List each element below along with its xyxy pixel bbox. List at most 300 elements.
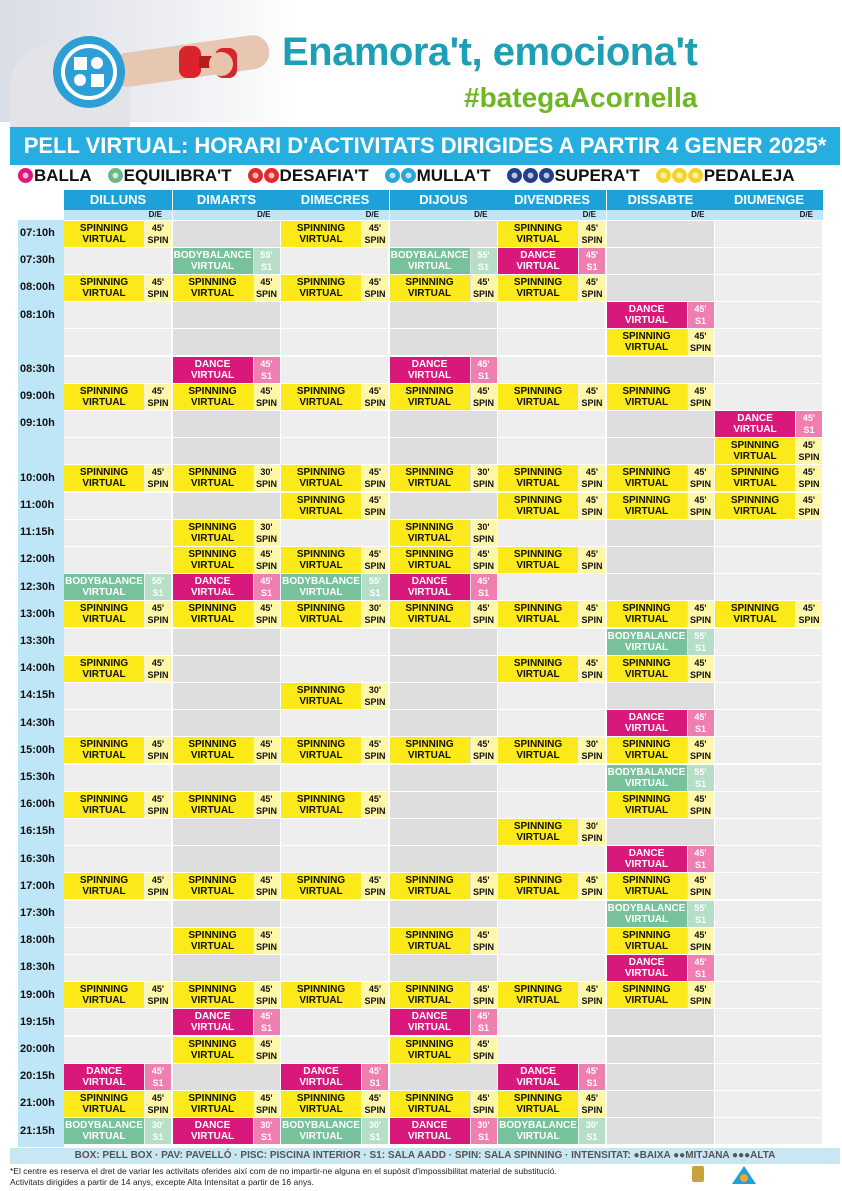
activity-room: SPIN (581, 751, 603, 762)
activity-name (390, 1037, 470, 1063)
schedule-cell (715, 248, 822, 274)
schedule-cell (607, 275, 714, 301)
activity-subtitle: VIRTUAL (299, 1104, 343, 1115)
activity-name (498, 493, 578, 519)
activity-title: SPINNING (296, 793, 346, 805)
activity-block (64, 221, 171, 247)
activity-subtitle: VIRTUAL (299, 587, 343, 599)
activity-meta (145, 1091, 171, 1117)
activity-subtitle: VIRTUAL (82, 587, 126, 599)
activity-room: SPIN (255, 615, 277, 626)
activity-block (173, 737, 280, 763)
activity-meta (254, 574, 280, 600)
activity-subtitle: VIRTUAL (516, 832, 560, 843)
footer-note-ages: Activitats dirigides a partir de 14 anys, excepte Alta Intensitat a partir de 16 anys. (10, 1177, 314, 1187)
activity-meta (688, 329, 714, 355)
schedule-cell (498, 357, 605, 383)
activity-meta (254, 1037, 280, 1063)
activity-title: DANCE (411, 576, 448, 588)
activity-name (390, 384, 470, 410)
activity-meta (471, 1118, 497, 1144)
activity-block (390, 601, 497, 627)
activity-title: DANCE (411, 1120, 448, 1132)
activity-block (173, 465, 280, 491)
activity-meta (145, 601, 171, 627)
activity-duration: 55' (694, 902, 707, 913)
schedule-cell (281, 629, 388, 655)
activity-name (498, 221, 578, 247)
activity-meta (688, 873, 714, 899)
schedule-table (18, 190, 824, 1147)
activity-duration: 55' (694, 766, 707, 777)
schedule-cell (715, 792, 822, 818)
time-label: 16:15h (20, 825, 55, 838)
activity-meta (688, 384, 714, 410)
activity-name (281, 493, 361, 519)
activity-title: BODYBALANCE (65, 1120, 143, 1132)
activity-title: SPINNING (296, 1093, 346, 1104)
activity-subtitle: VIRTUAL (624, 886, 669, 898)
activity-title: SPINNING (730, 494, 780, 506)
activity-duration: 45' (151, 603, 165, 614)
activity-room: SPIN (581, 615, 603, 626)
activity-name (64, 737, 144, 763)
activity-subtitle: VIRTUAL (516, 233, 560, 245)
activity-meta (362, 384, 388, 410)
activity-title: SPINNING (513, 467, 563, 479)
schedule-cell (390, 493, 497, 519)
activity-name (173, 1009, 253, 1035)
activity-meta (362, 982, 388, 1008)
activity-meta (471, 1091, 497, 1117)
activity-meta (688, 765, 714, 791)
activity-duration: 45' (585, 603, 599, 614)
activity-title: SPINNING (188, 385, 237, 397)
schedule-cell (715, 384, 822, 410)
activity-subtitle: VIRTUAL (516, 478, 560, 490)
schedule-cell (715, 710, 822, 736)
activity-block (64, 1091, 171, 1117)
activity-duration: 45' (260, 739, 273, 750)
time-label: 16:30h (20, 852, 55, 865)
activity-duration: 45' (477, 1038, 490, 1049)
activity-block (498, 275, 605, 301)
legend-label: PEDALEJA (703, 166, 795, 185)
activity-meta (579, 1091, 605, 1117)
activity-title: DANCE (194, 358, 231, 370)
activity-block (390, 1091, 497, 1117)
activity-title: SPINNING (79, 385, 129, 397)
activity-subtitle: VIRTUAL (190, 750, 235, 762)
de-subheader: D/E (607, 210, 715, 220)
activity-duration: 30' (585, 739, 599, 750)
activity-name (390, 574, 470, 600)
activity-meta (145, 737, 171, 763)
activity-title: DANCE (737, 413, 773, 424)
activity-block (390, 248, 497, 274)
activity-block (607, 928, 714, 954)
activity-duration: 45' (151, 875, 165, 886)
activity-block (64, 656, 171, 682)
activity-name (173, 982, 253, 1008)
activity-name (281, 982, 361, 1008)
activity-block (281, 493, 388, 519)
activity-meta (471, 547, 497, 573)
activity-room: S1 (586, 1132, 598, 1143)
activity-room: SPIN (689, 506, 711, 517)
activity-meta (362, 465, 388, 491)
schedule-cell (281, 765, 388, 791)
schedule-cell (281, 1009, 388, 1035)
activity-subtitle: VIRTUAL (407, 532, 452, 544)
activity-title: SPINNING (405, 521, 454, 533)
activity-meta (688, 302, 714, 328)
activity-room: S1 (803, 425, 815, 435)
schedule-cell (64, 901, 171, 927)
footer-note-conditions: *El centre es reserva el dret de variar les activitats oferides així com de no impartir-ne alguna en el supòsit d'impossibilitat material de substitució. (10, 1166, 557, 1176)
activity-room: S1 (694, 860, 706, 871)
activity-meta (688, 737, 714, 763)
activity-room: SPIN (147, 479, 169, 490)
activity-duration: 30' (477, 467, 490, 478)
schedule-cell (390, 901, 497, 927)
activity-title: SPINNING (188, 1038, 237, 1050)
legend-item (656, 166, 795, 186)
activity-duration: 45' (694, 657, 707, 668)
schedule-cell (607, 1091, 714, 1117)
schedule-cell (173, 656, 280, 682)
schedule-cell (64, 1037, 171, 1063)
activity-subtitle: VIRTUAL (190, 886, 235, 898)
activity-duration: 45' (585, 875, 599, 886)
activity-name (173, 737, 253, 763)
schedule-cell (173, 302, 280, 328)
activity-name (715, 601, 795, 627)
activity-meta (362, 873, 388, 899)
activity-subtitle: VIRTUAL (190, 995, 235, 1007)
activity-room: SPIN (581, 234, 603, 245)
time-label: 09:10h (20, 417, 55, 430)
activity-duration: 45' (694, 385, 707, 396)
schedule-cell (64, 520, 171, 546)
activity-title: SPINNING (730, 440, 780, 452)
activity-duration: 45' (368, 549, 382, 559)
schedule-cell (173, 493, 280, 519)
activity-name (64, 1064, 144, 1090)
activity-meta (471, 737, 497, 763)
hero-header (0, 0, 842, 122)
activity-subtitle: VIRTUAL (407, 396, 452, 408)
schedule-cell (281, 411, 388, 437)
activity-block (607, 493, 714, 519)
activity-title: SPINNING (188, 793, 237, 805)
activity-meta (579, 384, 605, 410)
activity-title: SPINNING (513, 222, 563, 234)
activity-meta (688, 465, 714, 491)
activity-subtitle: VIRTUAL (299, 1076, 343, 1088)
activity-name (607, 928, 687, 954)
schedule-cell (390, 1064, 497, 1090)
activity-duration: 45' (368, 1093, 382, 1103)
activity-duration: 45' (585, 222, 599, 233)
schedule-cell (715, 928, 822, 954)
activity-room: SPIN (472, 615, 494, 626)
activity-name (64, 574, 144, 600)
legend-item (108, 166, 232, 186)
activity-meta (688, 601, 714, 627)
activity-block (173, 1009, 280, 1035)
activity-block (281, 1064, 388, 1090)
activity-meta (254, 792, 280, 818)
activity-name (498, 601, 578, 627)
schedule-cell (390, 629, 497, 655)
schedule-cell (390, 710, 497, 736)
activity-subtitle: VIRTUAL (190, 532, 235, 544)
schedule-cell (173, 846, 280, 872)
activity-title: SPINNING (188, 467, 237, 479)
activity-name (390, 737, 470, 763)
activity-name (281, 221, 361, 247)
schedule-cell (607, 520, 714, 546)
activity-duration: 45' (151, 1093, 165, 1103)
activity-duration: 45' (585, 1065, 599, 1076)
time-label: 10:00h (20, 471, 55, 484)
schedule-cell (498, 928, 605, 954)
activity-name (281, 873, 361, 899)
activity-subtitle: VIRTUAL (299, 560, 343, 571)
activity-title: SPINNING (513, 549, 563, 560)
schedule-cell (390, 765, 497, 791)
schedule-cell (498, 329, 605, 355)
activity-subtitle: VIRTUAL (407, 614, 452, 626)
schedule-cell (607, 547, 714, 573)
time-label: 07:30h (20, 254, 55, 267)
schedule-cell (281, 438, 388, 464)
activity-subtitle: VIRTUAL (407, 995, 452, 1007)
activity-block (607, 302, 714, 328)
activity-duration: 45' (477, 576, 490, 587)
time-label: 14:30h (20, 716, 55, 729)
schedule-cell (281, 520, 388, 546)
schedule-cell (607, 574, 714, 600)
activity-room: SPIN (581, 996, 603, 1007)
activity-meta (145, 1064, 171, 1090)
activity-room: SPIN (147, 887, 169, 898)
ajuntament-crest-icon (692, 1166, 704, 1182)
activity-subtitle: VIRTUAL (407, 260, 452, 272)
activity-name (607, 656, 687, 682)
schedule-cell (498, 901, 605, 927)
activity-name (173, 357, 253, 383)
activity-duration: 45' (585, 549, 599, 559)
activity-room: SPIN (147, 234, 169, 245)
activity-name (607, 737, 687, 763)
day-header: DIUMENGE (715, 190, 823, 210)
activity-title: SPINNING (188, 875, 237, 887)
schedule-cell (607, 221, 714, 247)
activity-name (715, 438, 795, 464)
activity-meta (579, 982, 605, 1008)
schedule-cell (715, 1091, 822, 1117)
activity-room: SPIN (255, 561, 277, 571)
activity-meta (254, 737, 280, 763)
time-label: 21:00h (20, 1097, 55, 1110)
schedule-cell (715, 547, 822, 573)
activity-block (64, 601, 171, 627)
activity-duration: 45' (477, 1093, 490, 1103)
activity-title: SPINNING (513, 739, 563, 751)
activity-block (498, 873, 605, 899)
activity-subtitle: VIRTUAL (407, 1131, 452, 1143)
activity-meta (796, 601, 822, 627)
activity-subtitle: VIRTUAL (407, 1104, 452, 1115)
activity-name (173, 1118, 253, 1144)
activity-subtitle: VIRTUAL (190, 1022, 235, 1034)
activity-block (498, 1091, 605, 1117)
cornella-badge-icon (50, 33, 128, 111)
activity-subtitle: VIRTUAL (82, 886, 126, 898)
activity-duration: 45' (151, 657, 165, 668)
activity-duration: 45' (260, 385, 273, 396)
activity-duration: 45' (477, 603, 490, 614)
activity-title: DANCE (520, 249, 556, 261)
activity-meta (145, 792, 171, 818)
schedule-cell (715, 221, 822, 247)
activity-block (390, 465, 497, 491)
activity-room: S1 (152, 1077, 164, 1088)
schedule-cell (390, 329, 497, 355)
activity-name (607, 901, 687, 927)
activity-block (498, 493, 605, 519)
schedule-cell (390, 411, 497, 437)
schedule-cell (498, 302, 605, 328)
activity-subtitle: VIRTUAL (624, 995, 669, 1007)
activity-room: S1 (586, 1077, 598, 1088)
activity-duration: 55' (151, 576, 165, 587)
legend-label: MULLA'T (416, 166, 491, 185)
activity-name (390, 1118, 470, 1144)
activity-room: SPIN (581, 887, 603, 898)
activity-meta (145, 656, 171, 682)
intensity-dot-icon (264, 168, 279, 183)
schedule-cell (607, 683, 714, 709)
activity-title: SPINNING (405, 929, 454, 941)
footer-logos (684, 1162, 784, 1190)
activity-subtitle: VIRTUAL (407, 587, 452, 599)
activity-duration: 45' (477, 984, 490, 995)
activity-block (607, 737, 714, 763)
time-label: 19:00h (20, 988, 55, 1001)
activity-duration: 45' (477, 549, 490, 559)
day-header: DIMARTS (173, 190, 281, 210)
activity-name (281, 384, 361, 410)
activity-title: SPINNING (405, 603, 454, 615)
schedule-cell (715, 357, 822, 383)
activity-block (390, 574, 497, 600)
intensity-dot-icon (672, 168, 687, 183)
schedule-cell (64, 629, 171, 655)
activity-title: DANCE (194, 1011, 231, 1023)
activity-name (498, 384, 578, 410)
activity-name (498, 656, 578, 682)
activity-title: SPINNING (622, 603, 671, 615)
activity-meta (471, 982, 497, 1008)
activity-room: SPIN (255, 397, 277, 408)
activity-title: SPINNING (513, 1093, 563, 1104)
activity-room: SPIN (798, 452, 820, 463)
activity-title: BODYBALANCE (607, 766, 686, 778)
day-header: DILLUNS (64, 190, 172, 210)
activity-block (281, 221, 388, 247)
activity-block (173, 928, 280, 954)
activity-duration: 45' (260, 549, 273, 559)
activity-subtitle: VIRTUAL (82, 288, 126, 299)
activity-duration: 45' (694, 957, 707, 967)
activity-subtitle: VIRTUAL (190, 478, 235, 490)
intensity-dot-icon (656, 168, 671, 183)
activity-title: SPINNING (405, 1038, 454, 1050)
activity-block (64, 275, 171, 301)
activity-duration: 45' (694, 467, 707, 478)
activity-block (173, 357, 280, 383)
activity-title: SPINNING (79, 984, 129, 996)
activity-room: SPIN (364, 996, 386, 1007)
de-subheader: D/E (715, 210, 823, 220)
activity-room: SPIN (147, 751, 169, 762)
activity-subtitle: VIRTUAL (516, 750, 560, 762)
activity-title: SPINNING (405, 277, 454, 288)
schedule-cell (715, 683, 822, 709)
activity-block (173, 792, 280, 818)
activity-room: SPIN (472, 561, 494, 571)
schedule-cell (64, 846, 171, 872)
activity-title: SPINNING (296, 385, 346, 397)
activity-meta (471, 1009, 497, 1035)
legend-label: DESAFIA'T (279, 166, 369, 185)
activity-meta (145, 873, 171, 899)
activity-name (390, 275, 470, 301)
activity-meta (145, 465, 171, 491)
activity-block (281, 601, 388, 627)
activity-name (607, 792, 687, 818)
activity-name (607, 601, 687, 627)
activity-title: SPINNING (188, 277, 237, 288)
schedule-cell (607, 1118, 714, 1144)
activity-subtitle: VIRTUAL (624, 315, 669, 327)
schedule-cell (173, 955, 280, 981)
schedule-cell (607, 357, 714, 383)
activity-meta (362, 737, 388, 763)
activity-subtitle: VIRTUAL (299, 886, 343, 898)
activity-meta (688, 493, 714, 519)
activity-subtitle: VIRTUAL (516, 886, 560, 898)
activity-subtitle: VIRTUAL (624, 505, 669, 517)
time-label: 12:00h (20, 553, 55, 566)
activity-room: SPIN (689, 751, 711, 762)
schedule-cell (173, 710, 280, 736)
activity-room: SPIN (798, 506, 820, 517)
activity-name (173, 248, 253, 274)
activity-subtitle: VIRTUAL (733, 614, 777, 626)
activity-subtitle: VIRTUAL (299, 750, 343, 762)
activity-meta (254, 601, 280, 627)
activity-subtitle: VIRTUAL (407, 478, 452, 490)
activity-block (390, 275, 497, 301)
activity-room: S1 (586, 261, 598, 272)
activity-title: SPINNING (513, 657, 563, 669)
activity-block (607, 329, 714, 355)
activity-room: SPIN (255, 887, 277, 898)
